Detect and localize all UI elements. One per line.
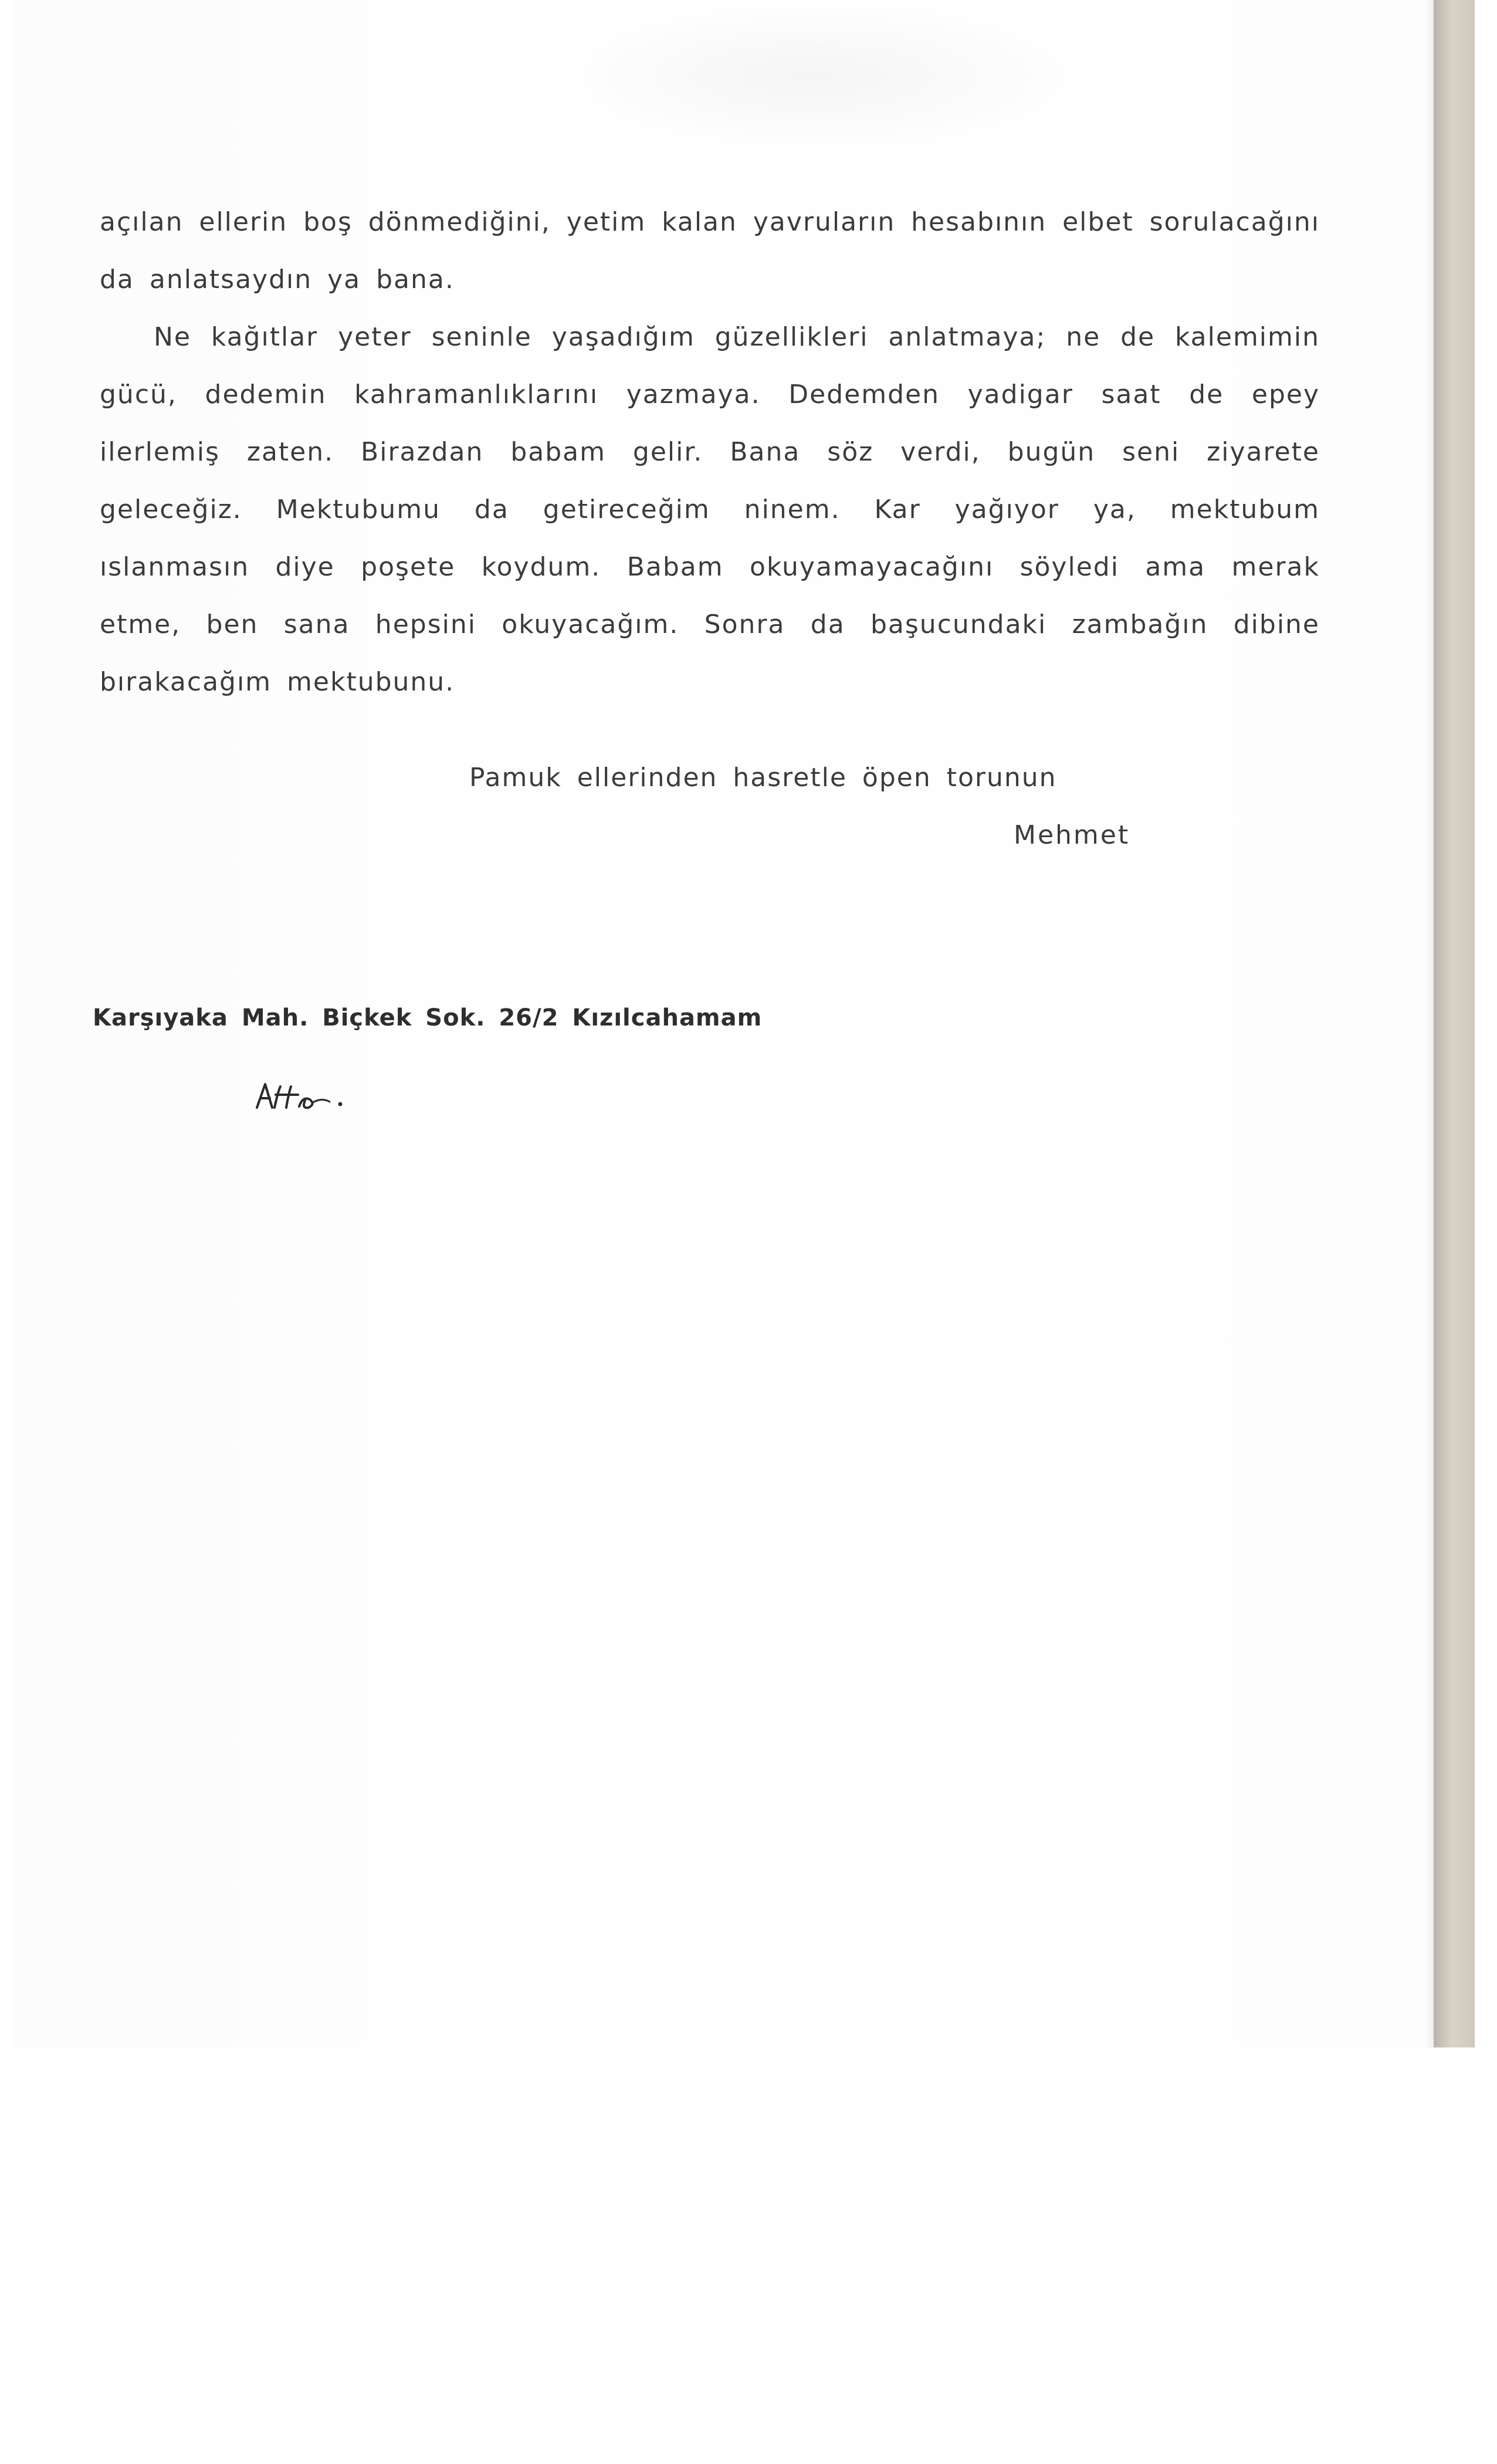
scanner-edge xyxy=(1434,0,1475,2047)
page-edge-shadow xyxy=(1425,0,1434,2047)
letter-body xyxy=(100,194,1320,711)
letter-closing: Pamuk ellerinden hasretle öpen torunun xyxy=(469,763,1057,793)
sender-address: Karşıyaka Mah. Biçkek Sok. 26/2 Kızılcahamam xyxy=(93,1004,763,1031)
scan-smudge xyxy=(542,0,1070,153)
handwritten-signature xyxy=(252,1074,352,1115)
letter-paragraph-2: Ne kağıtlar yeter seninle yaşadığım güzellikleri anlatmaya; ne de kalemimin gücü, dedemin kahramanlıklarını yazmaya. Dedemden yadigar saat de epey ilerlemiş zaten. Birazdan babam gelir. Bana söz verdi, bugün seni ziyarete geleceğiz. Mektubumu da getireceğim ninem. Kar yağıyor ya, mektubum ıslanmasın diye poşete koydum. Babam okuyamayacağını söyledi ama merak etme, ben sana hepsini okuyacağım. Sonra da başucundaki zambağın dibine bırakacağım mektubunu. xyxy=(100,322,1320,697)
letter-paragraph-1: açılan ellerin boş dönmediğini, yetim kalan yavruların hesabının elbet sorulacağını da anlatsaydın ya bana. xyxy=(100,207,1320,295)
signer-name: Mehmet xyxy=(1014,820,1130,850)
